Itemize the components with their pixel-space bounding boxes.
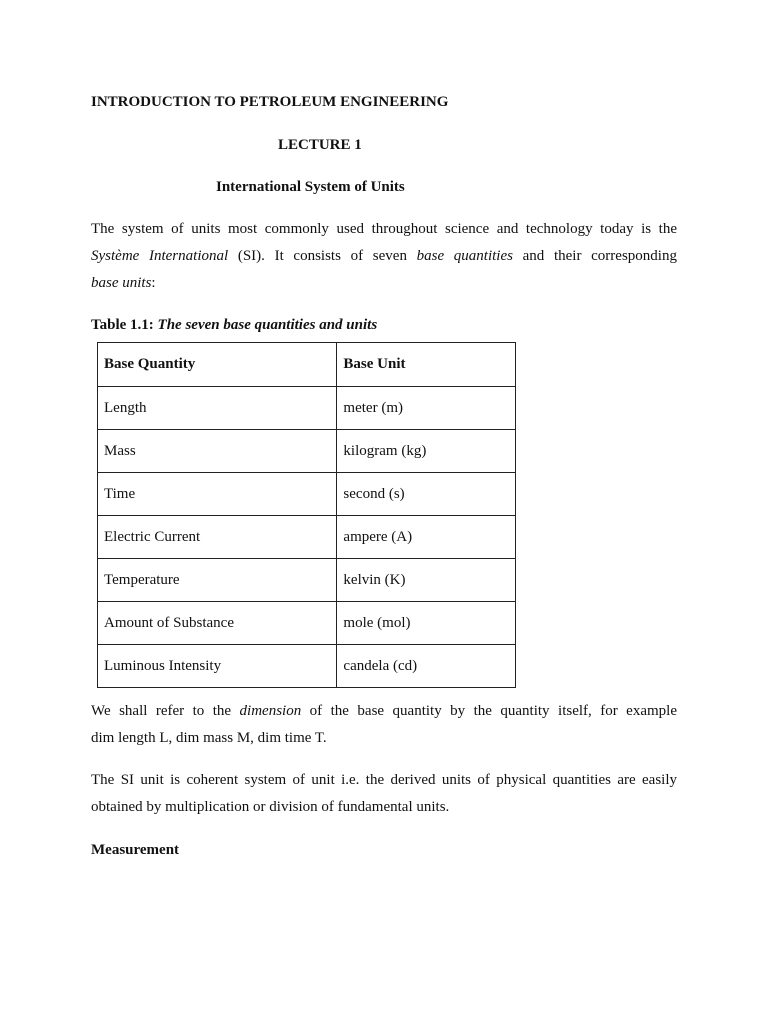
coherent-line-1: The SI unit is coherent system of unit i.e. the derived units of physical quantities are easily (91, 772, 677, 788)
intro-colon: : (151, 275, 156, 291)
intro-base-units-term: base units (91, 275, 152, 291)
table-row (98, 602, 516, 645)
intro-line-2 (91, 243, 677, 270)
document-title: INTRODUCTION TO PETROLEUM ENGINEERING (91, 94, 449, 110)
lecture-heading: LECTURE 1 (278, 137, 362, 153)
table-cell-unit: kelvin (K) (337, 559, 516, 602)
table-cell-unit: second (s) (337, 473, 516, 516)
intro-line-1: The system of units most commonly used throughout science and technology today is the (91, 221, 677, 237)
table-header-row (98, 343, 516, 387)
intro-text-d: and their corresponding (512, 248, 677, 264)
dimension-line-2: dim length L, dim mass M, dim time T. (91, 730, 327, 746)
table-cell-unit: candela (cd) (337, 645, 516, 688)
table-cell-quantity: Luminous Intensity (98, 645, 337, 688)
table-row (98, 430, 516, 473)
table-row (98, 473, 516, 516)
table-caption (91, 315, 377, 335)
measurement-heading: Measurement (91, 842, 180, 858)
table-caption-label: Table 1.1: (91, 317, 154, 333)
table-cell-unit: ampere (A) (337, 516, 516, 559)
base-units-table (97, 342, 516, 688)
table-row (98, 516, 516, 559)
table-cell-quantity: Electric Current (98, 516, 337, 559)
table-cell-unit: meter (m) (337, 387, 516, 430)
section-subtitle: International System of Units (216, 179, 405, 195)
table-cell-quantity: Length (98, 387, 337, 430)
dimension-line-1 (91, 698, 677, 725)
table-cell-unit: mole (mol) (337, 602, 516, 645)
table-cell-quantity: Mass (98, 430, 337, 473)
dimension-paragraph (91, 698, 677, 752)
table-cell-quantity: Time (98, 473, 337, 516)
table-header-cell: Base Unit (337, 343, 516, 387)
table-row (98, 559, 516, 602)
table-cell-quantity: Amount of Substance (98, 602, 337, 645)
table-row (98, 387, 516, 430)
intro-paragraph (91, 216, 677, 297)
dimension-text-a: We shall refer to the (91, 703, 240, 719)
table-cell-quantity: Temperature (98, 559, 337, 602)
intro-si-term: Système International (91, 248, 229, 264)
dimension-text-b: of the base quantity by the quantity itself, for example (301, 703, 677, 719)
table-caption-text: The seven base quantities and units (157, 317, 378, 333)
table-row (98, 645, 516, 688)
coherent-paragraph (91, 767, 677, 821)
dimension-term: dimension (239, 703, 302, 719)
coherent-line-2: obtained by multiplication or division of fundamental units. (91, 799, 450, 815)
intro-line-3 (91, 270, 677, 297)
table-header-cell: Base Quantity (98, 343, 337, 387)
intro-base-quantities-term: base quantities (416, 248, 513, 264)
table-cell-unit: kilogram (kg) (337, 430, 516, 473)
intro-text-b: (SI). It consists of seven (228, 248, 417, 264)
